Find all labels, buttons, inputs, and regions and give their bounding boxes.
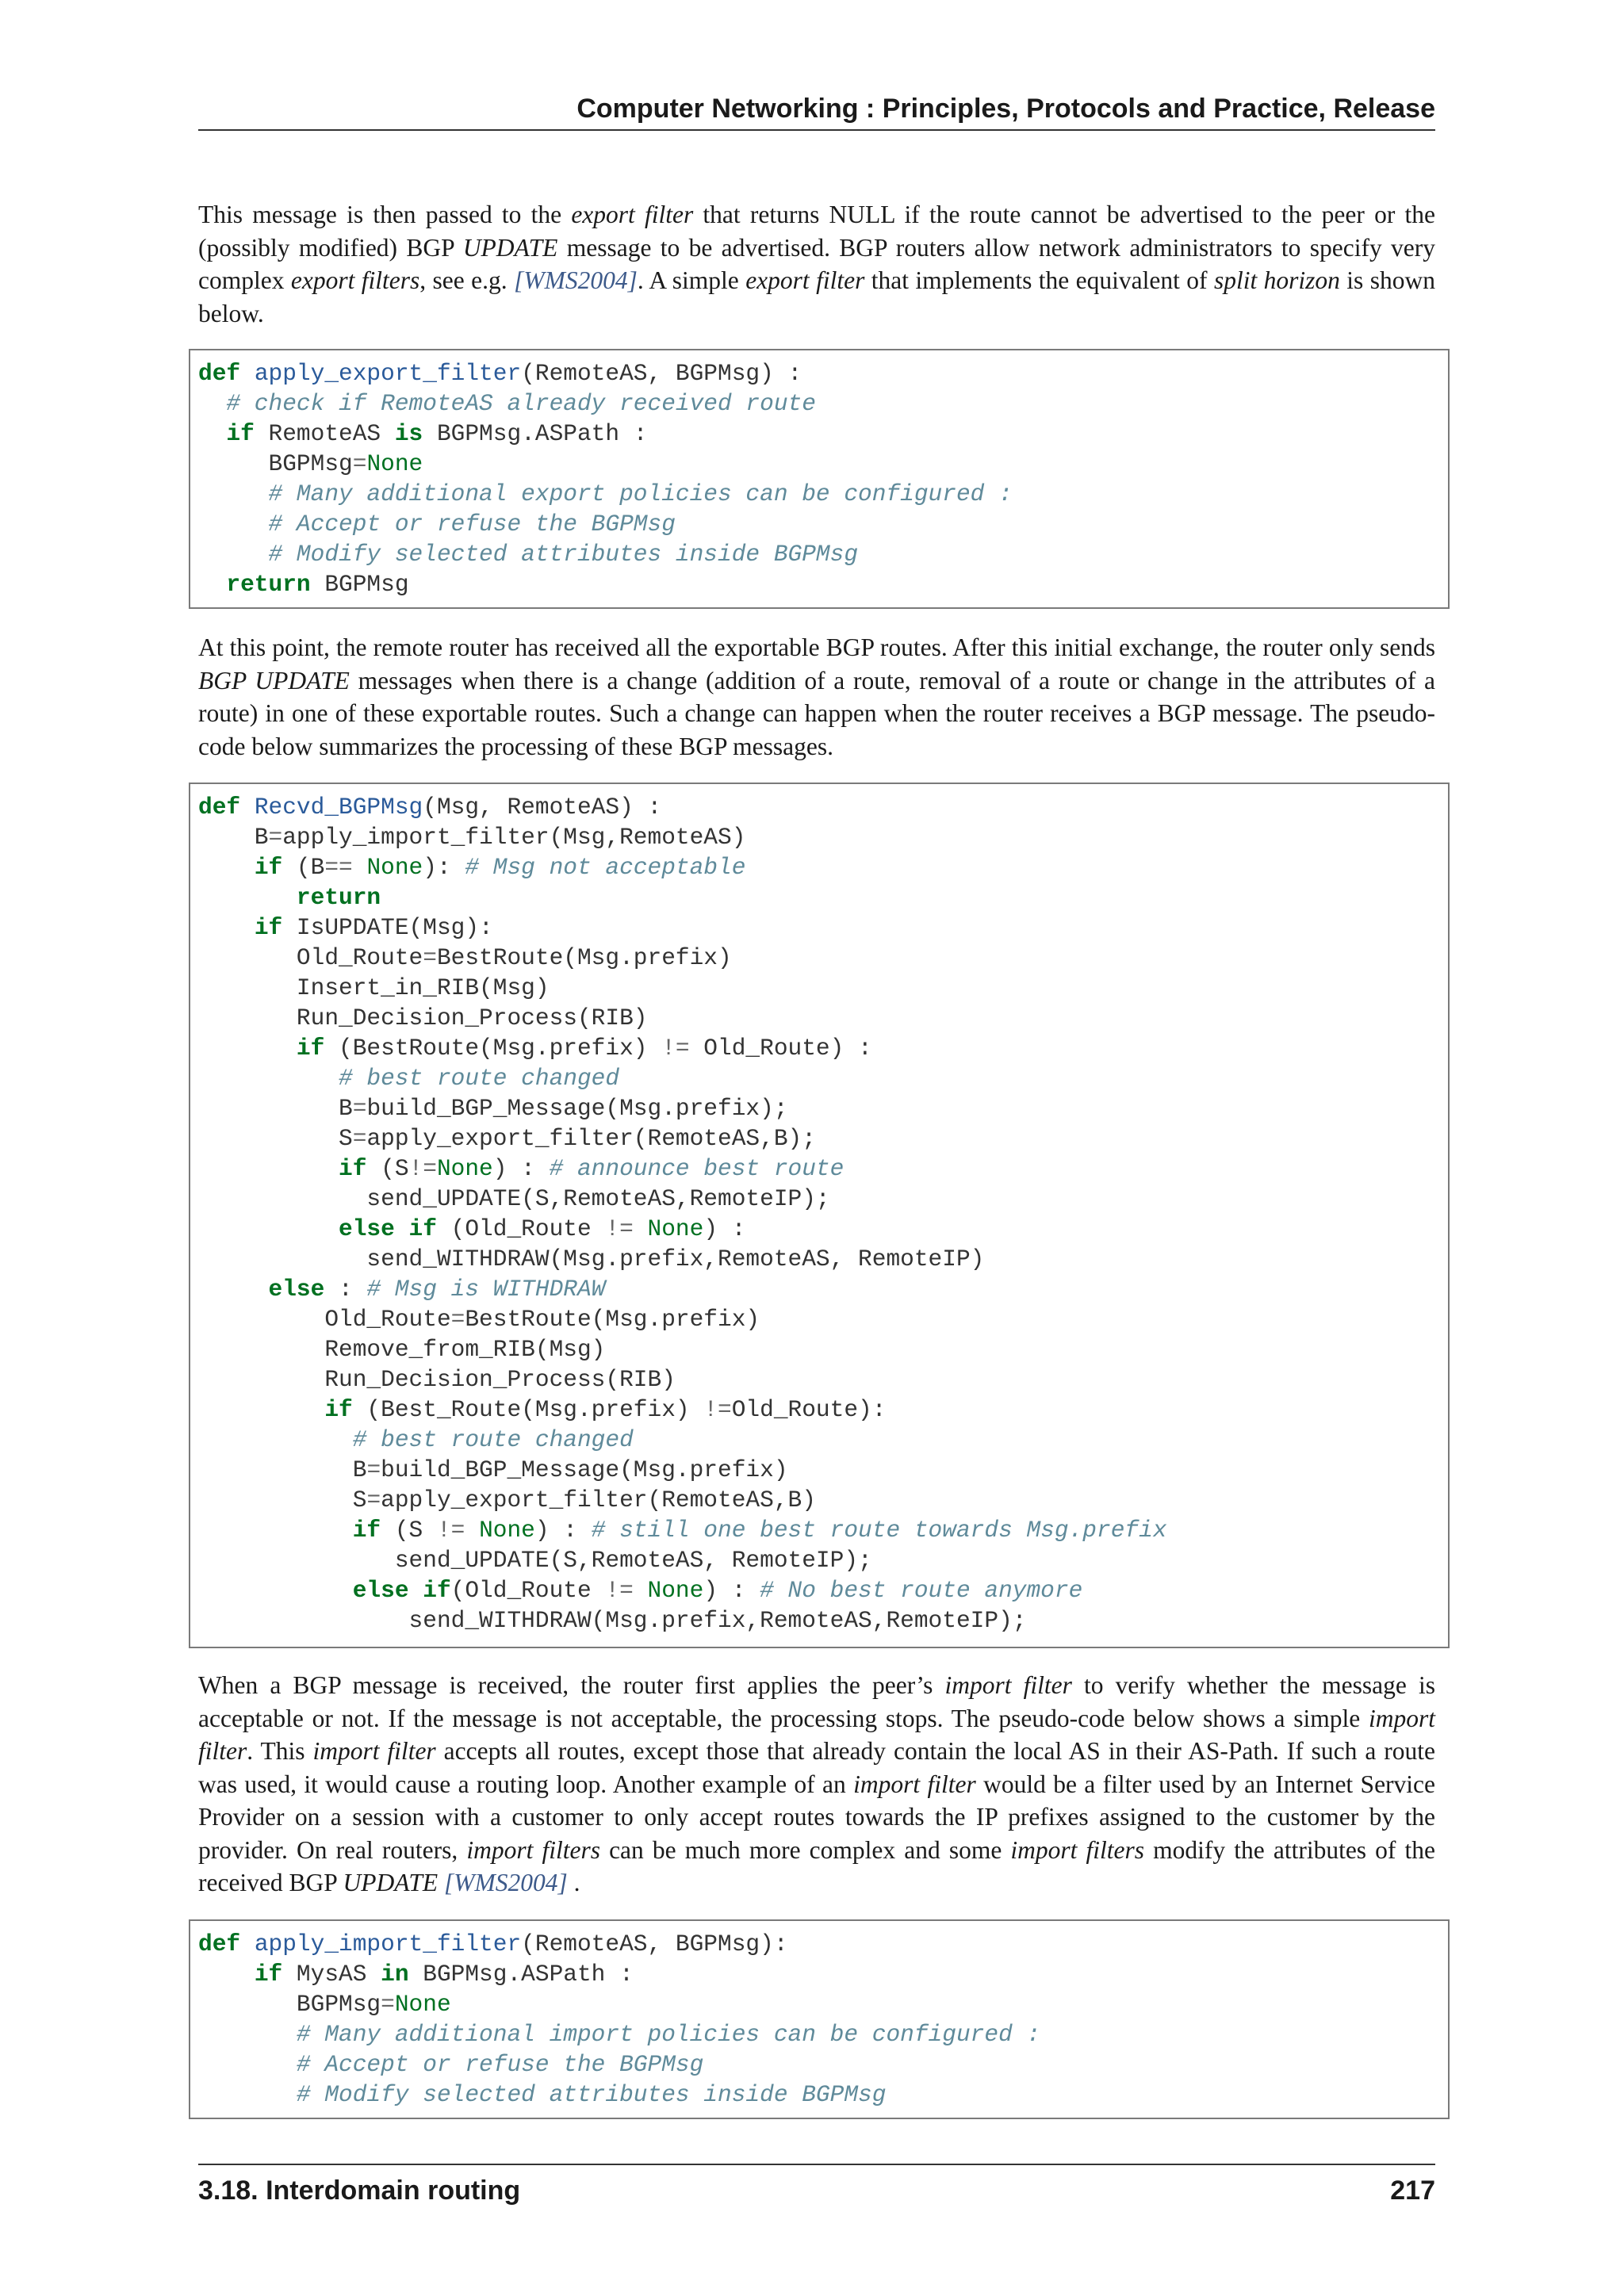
code-token: None: [366, 854, 423, 881]
code-token: # Many additional import policies can be configured :: [296, 2021, 1041, 2048]
code-token: # announce best route: [549, 1155, 845, 1182]
code-line: [198, 1425, 1448, 1455]
emphasis: import filter: [312, 1737, 436, 1765]
code-token: B: [198, 824, 269, 851]
code-token: if: [339, 1155, 367, 1182]
code-token: if: [324, 1396, 353, 1423]
code-token: [240, 794, 255, 821]
emphasis: import filter: [198, 1704, 1435, 1765]
code-line: [198, 943, 1448, 973]
code-token: RemoteAS: [254, 420, 395, 447]
code-line: [198, 569, 1448, 599]
code-token: =: [352, 1125, 367, 1152]
code-token: Insert_in_RIB(Msg): [198, 974, 550, 1001]
code-line: [198, 479, 1448, 509]
code-token: [198, 1426, 353, 1453]
code-token: ):: [423, 854, 465, 881]
code-token: [198, 571, 226, 598]
code-line: [198, 1364, 1448, 1395]
code-line: [198, 1154, 1448, 1184]
code-token: [198, 914, 255, 941]
code-token: [198, 420, 226, 447]
code-token: None: [436, 1155, 493, 1182]
code-line: [198, 358, 1448, 388]
code-token: else: [268, 1276, 325, 1303]
text-run: that returns NULL if the route cannot be advertised to the peer or the (possibly modified) BGP: [198, 201, 1436, 262]
code-line: [198, 1515, 1448, 1545]
code-token: [198, 390, 226, 417]
code-token: ) :: [534, 1517, 592, 1544]
code-token: ) :: [492, 1155, 550, 1182]
code-token: apply_import_filter: [254, 1931, 522, 1957]
code-token: None: [647, 1215, 704, 1242]
code-line: [198, 852, 1448, 882]
code-token: send_UPDATE(S,RemoteAS, RemoteIP);: [198, 1547, 872, 1574]
code-token: =: [366, 1487, 381, 1513]
emphasis: UPDATE: [462, 233, 558, 262]
code-token: [198, 511, 269, 538]
text-run: When a BGP message is received, the router first applies the peer’s: [198, 1671, 945, 1699]
code-token: (RemoteAS, BGPMsg):: [521, 1931, 788, 1957]
code-token: if: [352, 1517, 381, 1544]
code-token: ==: [324, 854, 353, 881]
code-token: !=: [703, 1396, 732, 1423]
code-token: !=: [605, 1577, 634, 1604]
code-line: [198, 1959, 1448, 1989]
code-token: BGPMsg: [310, 571, 409, 598]
code-token: [198, 541, 269, 568]
code-token: [395, 1215, 409, 1242]
code-token: Old_Route) :: [689, 1035, 872, 1062]
code-line: [198, 1063, 1448, 1093]
code-block-import-filter: [189, 1919, 1450, 2119]
emphasis: BGP UPDATE: [198, 666, 350, 695]
code-token: [198, 1155, 339, 1182]
code-token: # Accept or refuse the BGPMsg: [296, 2051, 704, 2078]
text-run: accepts all routes, except those that already contain the local AS in their AS-Path. If such a route was used, it would cause a routing loop. Another example of an: [198, 1737, 1435, 1798]
code-block-recvd-bgpmsg: [189, 783, 1450, 1648]
header-rule: [198, 129, 1435, 131]
code-token: [634, 1577, 648, 1604]
code-token: B: [198, 1095, 353, 1122]
code-token: =: [381, 1991, 395, 2018]
code-token: (BestRoute(Msg.prefix): [324, 1035, 662, 1062]
emphasis: split horizon: [1213, 266, 1340, 294]
code-token: =: [423, 944, 437, 971]
code-token: S: [198, 1125, 353, 1152]
code-token: if: [296, 1035, 325, 1062]
code-token: if: [254, 914, 283, 941]
code-token: if: [254, 1961, 283, 1988]
code-token: send_WITHDRAW(Msg.prefix,RemoteAS,RemoteIP);: [198, 1607, 1027, 1634]
code-token: send_UPDATE(S,RemoteAS,RemoteIP);: [198, 1185, 830, 1212]
text-run: is shown below.: [198, 266, 1435, 327]
code-token: apply_export_filter(RemoteAS,B);: [366, 1125, 816, 1152]
code-token: if: [408, 1215, 437, 1242]
code-token: # Modify selected attributes inside BGPMsg: [268, 541, 859, 568]
code-line: [198, 792, 1448, 822]
code-token: return: [296, 884, 381, 911]
code-token: Run_Decision_Process(RIB): [198, 1366, 676, 1393]
code-token: ) :: [703, 1577, 760, 1604]
code-token: (Best_Route(Msg.prefix): [352, 1396, 704, 1423]
code-token: if: [226, 420, 255, 447]
code-token: [198, 2021, 297, 2048]
text-run: to verify whether the message is acceptable or not. If the message is not acceptable, the processing stops. The pseudo-code below shows a simple: [198, 1671, 1436, 1732]
code-line: [198, 1575, 1448, 1605]
code-line: [198, 1605, 1448, 1636]
code-token: BestRoute(Msg.prefix): [465, 1306, 760, 1333]
code-token: BGPMsg: [198, 450, 353, 477]
code-token: BGPMsg.ASPath :: [423, 420, 648, 447]
code-token: MysAS: [282, 1961, 381, 1988]
code-line: [198, 1395, 1448, 1425]
code-token: # check if RemoteAS already received route: [226, 390, 816, 417]
footer-rule: [198, 2164, 1435, 2165]
code-token: BestRoute(Msg.prefix): [436, 944, 732, 971]
code-line: [198, 1929, 1448, 1959]
code-token: :: [324, 1276, 367, 1303]
code-token: [634, 1215, 648, 1242]
code-token: (Msg, RemoteAS) :: [423, 794, 662, 821]
code-token: [198, 2081, 297, 2108]
code-token: !=: [436, 1517, 465, 1544]
code-token: Recvd_BGPMsg: [254, 794, 423, 821]
code-token: build_BGP_Message(Msg.prefix): [381, 1456, 788, 1483]
text-run: This message is then passed to the: [198, 201, 572, 228]
code-token: def: [198, 360, 241, 387]
code-token: # best route changed: [339, 1065, 620, 1092]
code-line: [198, 1545, 1448, 1575]
code-token: [198, 1396, 324, 1423]
text-run: . A simple: [637, 266, 746, 294]
text-run: messages when there is a change (addition of a route, removal of a route or change in the attributes of a route) in one of these exportable routes. Such a change can happen when the router receives a BGP message. The pseudo-code below summarizes the processing of these BGP messages.: [198, 666, 1436, 760]
code-token: Old_Route: [198, 944, 423, 971]
code-line: [198, 1123, 1448, 1154]
code-line: [198, 913, 1448, 943]
text-run: message to be advertised. BGP routers allow network administrators to specify very complex: [198, 233, 1435, 294]
code-token: =: [268, 824, 283, 851]
code-token: [198, 1276, 269, 1303]
code-line: [198, 882, 1448, 913]
code-token: =: [366, 1456, 381, 1483]
emphasis: import filter: [944, 1671, 1072, 1699]
emphasis: import filters: [1010, 1835, 1145, 1864]
code-token: if: [254, 854, 283, 881]
code-token: [353, 854, 367, 881]
code-line: [198, 1274, 1448, 1304]
citation-link[interactable]: [WMS2004]: [443, 1869, 568, 1896]
code-token: (S: [366, 1155, 409, 1182]
code-token: [198, 1577, 353, 1604]
code-token: (RemoteAS, BGPMsg) :: [521, 360, 802, 387]
code-token: [198, 1517, 353, 1544]
code-token: Remove_from_RIB(Msg): [198, 1336, 606, 1363]
footer-section-title: 3.18. Interdomain routing: [198, 2175, 521, 2206]
code-line: [198, 1485, 1448, 1515]
code-token: [198, 1035, 297, 1062]
code-token: else: [352, 1577, 409, 1604]
code-token: B: [198, 1456, 367, 1483]
code-block-export-filter: [189, 349, 1450, 609]
code-token: # Msg not acceptable: [465, 854, 746, 881]
code-token: None: [394, 1991, 451, 2018]
code-line: [198, 1989, 1448, 2019]
text-run: would be a filter used by an Internet Service Provider on a session with a customer to only accept routes towards the IP prefixes assigned to the customer by the provider. On real routers,: [198, 1770, 1435, 1864]
code-line: [198, 1033, 1448, 1063]
code-token: # Accept or refuse the BGPMsg: [268, 511, 676, 538]
code-line: [198, 509, 1448, 539]
code-token: Old_Route: [198, 1306, 451, 1333]
code-token: =: [352, 450, 367, 477]
code-token: [198, 2051, 297, 2078]
code-token: # Msg is WITHDRAW: [366, 1276, 606, 1303]
code-line: [198, 388, 1448, 419]
code-token: !=: [605, 1215, 634, 1242]
code-token: [198, 1215, 339, 1242]
code-token: # still one best route towards Msg.prefix: [591, 1517, 1167, 1544]
code-token: send_WITHDRAW(Msg.prefix,RemoteAS, RemoteIP): [198, 1246, 985, 1272]
code-line: [198, 449, 1448, 479]
text-run: modify the attributes of the received BGP: [198, 1835, 1436, 1896]
text-run: can be much more complex and some: [599, 1835, 1011, 1864]
code-token: (B: [282, 854, 325, 881]
code-token: !=: [661, 1035, 690, 1062]
emphasis: import filters: [466, 1835, 600, 1864]
emphasis: UPDATE: [343, 1869, 439, 1896]
code-token: apply_export_filter: [254, 360, 522, 387]
code-token: Old_Route):: [731, 1396, 887, 1423]
code-token: [198, 1065, 339, 1092]
code-token: # Many additional export policies can be configured :: [268, 480, 1013, 507]
code-token: [198, 884, 297, 911]
code-token: BGPMsg.ASPath :: [408, 1961, 634, 1988]
code-token: =: [352, 1095, 367, 1122]
citation-link[interactable]: [WMS2004]: [514, 266, 638, 294]
paragraph-update-processing: [198, 631, 1435, 763]
code-token: if: [423, 1577, 451, 1604]
code-token: is: [394, 420, 423, 447]
code-line: [198, 1214, 1448, 1244]
code-line: [198, 2080, 1448, 2110]
code-token: [198, 1961, 255, 1988]
code-line: [198, 1304, 1448, 1334]
code-token: [240, 1931, 255, 1957]
code-line: [198, 973, 1448, 1003]
code-line: [198, 1093, 1448, 1123]
code-token: (Old_Route: [436, 1215, 606, 1242]
code-token: # Modify selected attributes inside BGPMsg: [296, 2081, 887, 2108]
emphasis: import filter: [853, 1770, 976, 1798]
code-line: [198, 1244, 1448, 1274]
code-token: BGPMsg: [198, 1991, 381, 2018]
code-token: [198, 854, 255, 881]
code-token: def: [198, 1931, 241, 1957]
text-run: [438, 1869, 444, 1896]
code-line: [198, 1184, 1448, 1214]
code-token: [240, 360, 255, 387]
text-run: that implements the equivalent of: [864, 266, 1214, 294]
code-token: None: [479, 1517, 535, 1544]
code-token: None: [647, 1577, 704, 1604]
code-token: =: [450, 1306, 465, 1333]
code-line: [198, 419, 1448, 449]
emphasis: export filters: [290, 266, 420, 294]
running-header: Computer Networking : Principles, Protocols and Practice, Release: [576, 94, 1435, 124]
code-line: [198, 539, 1448, 569]
code-token: Run_Decision_Process(RIB): [198, 1004, 648, 1031]
page-number: 217: [1390, 2175, 1435, 2206]
code-token: !=: [408, 1155, 437, 1182]
text-run: . This: [247, 1737, 313, 1765]
code-line: [198, 1455, 1448, 1485]
code-token: return: [226, 571, 311, 598]
code-token: [465, 1517, 479, 1544]
code-token: in: [381, 1961, 409, 1988]
code-line: [198, 1003, 1448, 1033]
text-run: .: [567, 1869, 580, 1896]
code-token: # No best route anymore: [760, 1577, 1083, 1604]
code-line: [198, 2019, 1448, 2049]
code-token: build_BGP_Message(Msg.prefix);: [366, 1095, 788, 1122]
code-token: (S: [381, 1517, 437, 1544]
code-token: (Old_Route: [450, 1577, 606, 1604]
code-token: else: [339, 1215, 395, 1242]
code-token: # best route changed: [352, 1426, 634, 1453]
code-token: S: [198, 1487, 367, 1513]
code-line: [198, 822, 1448, 852]
paragraph-import-filter: [198, 1669, 1435, 1900]
code-line: [198, 1334, 1448, 1364]
code-token: def: [198, 794, 241, 821]
text-run: At this point, the remote router has received all the exportable BGP routes. After this initial exchange, the router only sends: [198, 633, 1435, 661]
paragraph-export-filter: [198, 198, 1435, 330]
code-token: [198, 480, 269, 507]
emphasis: export filter: [745, 266, 865, 294]
code-token: IsUPDATE(Msg):: [282, 914, 493, 941]
code-line: [198, 2049, 1448, 2080]
code-token: ) :: [703, 1215, 746, 1242]
code-token: apply_export_filter(RemoteAS,B): [381, 1487, 816, 1513]
code-token: apply_import_filter(Msg,RemoteAS): [282, 824, 746, 851]
code-token: [409, 1577, 423, 1604]
code-token: None: [366, 450, 423, 477]
emphasis: export filter: [571, 201, 694, 228]
text-run: , see e.g.: [419, 266, 515, 294]
